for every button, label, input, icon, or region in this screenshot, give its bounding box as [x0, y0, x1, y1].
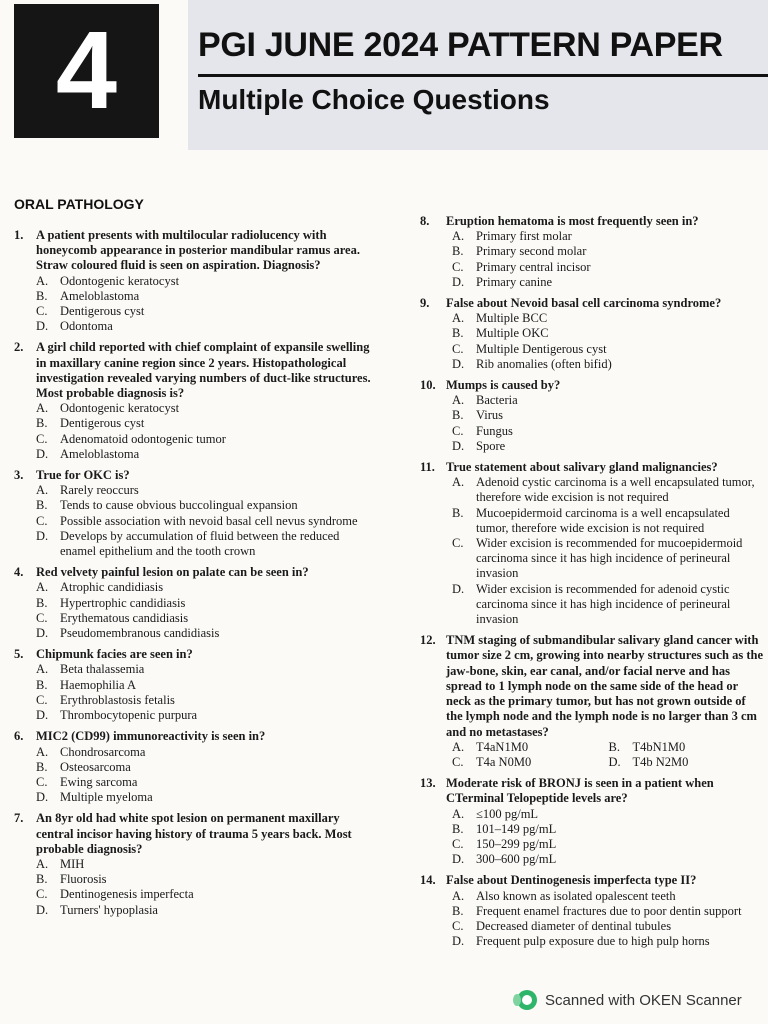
- question-item: [14, 468, 374, 559]
- option-letter: D.: [36, 902, 49, 917]
- option-item: [36, 514, 374, 529]
- option-item: [452, 582, 765, 628]
- option-letter: D.: [452, 274, 465, 289]
- option-letter: A.: [452, 311, 465, 326]
- option-text: Primary canine: [476, 274, 553, 289]
- option-letter: D.: [36, 319, 49, 334]
- option-item: [36, 611, 374, 626]
- option-text: Wider excision is recommended for adenoid cystic carcinoma since it has high incidence of perineural invasion: [476, 581, 731, 627]
- chapter-number: 4: [14, 4, 159, 138]
- options-list: [36, 857, 374, 918]
- option-text: Osteosarcoma: [60, 759, 131, 774]
- option-letter: B.: [36, 416, 48, 431]
- option-letter: B.: [452, 821, 464, 836]
- option-item: [36, 274, 374, 289]
- option-item: [36, 872, 374, 887]
- option-text: Multiple myeloma: [60, 790, 153, 805]
- option-letter: D.: [36, 626, 49, 641]
- question-number: 10.: [420, 378, 436, 393]
- option-letter: D.: [36, 446, 49, 461]
- option-letter: C.: [36, 610, 48, 625]
- question-item: [14, 647, 374, 723]
- question-text: A patient presents with multilocular radiolucency with honeycomb appearance in posterior mandibular ramus area. Straw coloured fluid is seen on aspiration. Diagnosis?: [36, 228, 360, 273]
- option-text: Develops by accumulation of fluid between the reduced enamel epithelium and the tooth crown: [60, 528, 340, 559]
- question-text: Red velvety painful lesion on palate can be seen in?: [36, 565, 309, 580]
- question-header: [14, 811, 374, 857]
- question-number: 12.: [420, 633, 436, 648]
- option-item: [36, 857, 374, 872]
- question-header: [420, 214, 765, 229]
- option-letter: B.: [36, 288, 48, 303]
- option-text: Erythroblastosis fetalis: [60, 692, 175, 707]
- option-letter: B.: [452, 903, 464, 918]
- option-text: Virus: [476, 408, 504, 423]
- option-text: Dentigerous cyst: [60, 304, 145, 319]
- question-number: 4.: [14, 565, 24, 580]
- option-letter: A.: [36, 273, 49, 288]
- question-header: [420, 460, 765, 475]
- question-text: Chipmunk facies are seen in?: [36, 647, 193, 662]
- option-letter: D.: [608, 754, 621, 769]
- question-number: 14.: [420, 873, 436, 888]
- question-header: [14, 228, 374, 274]
- option-item: [36, 498, 374, 513]
- option-letter: B.: [608, 739, 620, 754]
- option-item: [609, 755, 766, 770]
- option-text: Rarely reoccurs: [60, 483, 139, 498]
- question-item: [420, 296, 765, 372]
- option-letter: A.: [452, 393, 465, 408]
- question-header: [420, 873, 765, 888]
- option-text: Dentigerous cyst: [60, 416, 145, 431]
- question-text: False about Dentinogenesis imperfecta type II?: [446, 873, 697, 888]
- option-item: [452, 904, 765, 919]
- question-number: 8.: [420, 214, 430, 228]
- options-list: [452, 807, 765, 868]
- option-item: [36, 289, 374, 304]
- option-text: Turners' hypoplasia: [60, 902, 158, 917]
- options-list: [452, 740, 765, 770]
- options-list: [452, 889, 765, 950]
- option-letter: B.: [452, 326, 464, 341]
- question-number: 9.: [420, 296, 430, 311]
- option-item: [452, 822, 765, 837]
- option-item: [452, 475, 765, 505]
- option-letter: B.: [36, 759, 48, 774]
- question-text: Moderate risk of BRONJ is seen in a patient when CTerminal Telopeptide levels are?: [446, 776, 714, 806]
- question-number: 6.: [14, 729, 24, 744]
- option-letter: D.: [36, 790, 49, 805]
- option-text: ≤100 pg/mL: [476, 806, 539, 821]
- option-letter: A.: [36, 580, 49, 595]
- option-letter: C.: [452, 259, 464, 274]
- option-text: T4aN1M0: [476, 739, 529, 754]
- option-letter: B.: [452, 408, 464, 423]
- question-header: [420, 378, 765, 393]
- option-text: Decreased diameter of dentinal tubules: [476, 918, 672, 933]
- option-letter: C.: [452, 836, 464, 851]
- option-item: [452, 229, 765, 244]
- option-item: [36, 580, 374, 595]
- option-letter: A.: [36, 483, 49, 498]
- option-item: [36, 432, 374, 447]
- question-item: [420, 460, 765, 627]
- option-letter: C.: [452, 918, 464, 933]
- option-item: [452, 275, 765, 290]
- options-list: [36, 274, 374, 335]
- scanner-watermark: [517, 990, 742, 1010]
- option-letter: D.: [452, 934, 465, 949]
- option-letter: C.: [452, 536, 464, 551]
- option-letter: C.: [36, 692, 48, 707]
- section-title: ORAL PATHOLOGY: [14, 196, 144, 212]
- option-text: Odontoma: [60, 319, 113, 334]
- option-item: [36, 401, 374, 416]
- title-divider: [198, 74, 768, 77]
- options-list: [452, 311, 765, 372]
- scanner-logo-icon: [517, 990, 537, 1010]
- question-item: [420, 378, 765, 454]
- option-item: [609, 740, 766, 755]
- question-header: [420, 296, 765, 311]
- option-text: Ewing sarcoma: [60, 774, 138, 789]
- option-text: Frequent enamel fractures due to poor dentin support: [476, 903, 742, 918]
- question-item: [14, 729, 374, 805]
- question-item: [14, 340, 374, 462]
- option-letter: A.: [452, 806, 465, 821]
- option-letter: C.: [36, 774, 48, 789]
- option-letter: A.: [452, 475, 465, 490]
- option-text: Fungus: [476, 423, 513, 438]
- option-text: T4b N2M0: [632, 754, 689, 769]
- option-item: [36, 708, 374, 723]
- option-letter: C.: [36, 513, 48, 528]
- option-text: Possible association with nevoid basal cell nevus syndrome: [60, 513, 358, 528]
- questions-right-column: [420, 214, 765, 955]
- option-text: Primary second molar: [476, 244, 587, 259]
- question-text: An 8yr old had white spot lesion on permanent maxillary central incisor having history of trauma 5 years back. Most probable diagnosis?: [36, 811, 352, 856]
- question-item: [420, 873, 765, 949]
- option-item: [452, 408, 765, 423]
- option-item: [452, 342, 765, 357]
- option-text: Tends to cause obvious buccolingual expansion: [60, 498, 298, 513]
- option-item: [452, 506, 765, 536]
- option-text: Thrombocytopenic purpura: [60, 708, 198, 723]
- question-header: [14, 468, 374, 483]
- question-number: 7.: [14, 811, 24, 826]
- option-letter: A.: [452, 739, 465, 754]
- option-letter: D.: [36, 708, 49, 723]
- question-number: 3.: [14, 468, 24, 483]
- option-text: Primary central incisor: [476, 259, 591, 274]
- question-text: Mumps is caused by?: [446, 378, 561, 393]
- option-item: [452, 424, 765, 439]
- option-item: [36, 416, 374, 431]
- question-text: MIC2 (CD99) immunoreactivity is seen in?: [36, 729, 266, 744]
- option-text: Mucoepidermoid carcinoma is a well encapsulated tumor, therefore wide excision is not required: [476, 505, 730, 535]
- option-text: T4a N0M0: [476, 754, 532, 769]
- option-text: Also known as isolated opalescent teeth: [476, 888, 676, 903]
- option-text: Atrophic candidiasis: [60, 580, 164, 595]
- options-list: [452, 393, 765, 454]
- question-header: [14, 340, 374, 401]
- option-item: [452, 889, 765, 904]
- option-letter: D.: [36, 528, 49, 543]
- option-item: [452, 807, 765, 822]
- options-list: [36, 662, 374, 723]
- option-item: [36, 304, 374, 319]
- question-number: 13.: [420, 776, 436, 791]
- option-item: [36, 760, 374, 775]
- option-text: Multiple Dentigerous cyst: [476, 341, 607, 356]
- option-letter: D.: [452, 356, 465, 371]
- option-text: Ameloblastoma: [60, 288, 140, 303]
- options-list: [452, 475, 765, 627]
- option-item: [36, 775, 374, 790]
- option-letter: A.: [36, 401, 49, 416]
- question-item: [420, 776, 765, 867]
- option-letter: B.: [36, 872, 48, 887]
- options-list: [452, 229, 765, 290]
- question-text: A girl child reported with chief complaint of expansile swelling in maxillary canine region since 2 years. Histopathological investigation revealed varying numbers of duct-like structures. Most probable diagnosis is?: [36, 340, 371, 401]
- option-item: [36, 693, 374, 708]
- page-title: PGI JUNE 2024 PATTERN PAPER: [198, 26, 723, 64]
- option-item: [452, 919, 765, 934]
- question-text: Eruption hematoma is most frequently seen in?: [446, 214, 699, 228]
- option-letter: B.: [36, 677, 48, 692]
- options-list: [36, 580, 374, 641]
- question-header: [420, 633, 765, 739]
- option-letter: D.: [452, 581, 465, 596]
- option-item: [36, 745, 374, 760]
- question-item: [420, 214, 765, 290]
- option-letter: C.: [452, 754, 464, 769]
- option-item: [452, 326, 765, 341]
- option-letter: B.: [36, 595, 48, 610]
- option-letter: C.: [36, 304, 48, 319]
- option-text: Rib anomalies (often bifid): [476, 356, 612, 371]
- option-letter: A.: [36, 662, 49, 677]
- option-text: Ameloblastoma: [60, 446, 140, 461]
- question-item: [14, 228, 374, 334]
- option-text: 101–149 pg/mL: [476, 821, 557, 836]
- option-item: [452, 536, 765, 582]
- options-list: [36, 483, 374, 559]
- option-text: Chondrosarcoma: [60, 744, 146, 759]
- option-text: Adenoid cystic carcinoma is a well encapsulated tumor, therefore wide excision is not required: [476, 475, 755, 505]
- question-header: [14, 565, 374, 580]
- option-text: Frequent pulp exposure due to high pulp horns: [476, 934, 710, 949]
- option-letter: C.: [36, 887, 48, 902]
- option-item: [452, 439, 765, 454]
- questions-left-column: [14, 228, 374, 924]
- option-text: T4bN1M0: [632, 739, 686, 754]
- option-item: [452, 837, 765, 852]
- option-item: [452, 244, 765, 259]
- option-item: [36, 790, 374, 805]
- option-item: [36, 662, 374, 677]
- question-number: 5.: [14, 647, 24, 662]
- option-text: Adenomatoid odontogenic tumor: [60, 431, 226, 446]
- option-text: 150–299 pg/mL: [476, 836, 557, 851]
- question-number: 1.: [14, 228, 24, 242]
- option-text: Dentinogenesis imperfecta: [60, 887, 194, 902]
- scanner-text: Scanned with OKEN Scanner: [545, 991, 742, 1009]
- option-item: [452, 357, 765, 372]
- option-letter: C.: [452, 341, 464, 356]
- question-number: 2.: [14, 340, 24, 355]
- option-item: [452, 393, 765, 408]
- option-item: [36, 447, 374, 462]
- page-subtitle: Multiple Choice Questions: [198, 84, 550, 115]
- question-item: [14, 565, 374, 641]
- option-letter: C.: [452, 423, 464, 438]
- option-text: MIH: [60, 856, 85, 871]
- option-text: Multiple BCC: [476, 311, 548, 326]
- option-item: [452, 852, 765, 867]
- question-header: [420, 776, 765, 806]
- option-letter: B.: [452, 505, 464, 520]
- option-letter: B.: [36, 498, 48, 513]
- question-header: [14, 729, 374, 744]
- option-item: [452, 740, 609, 755]
- question-item: [420, 633, 765, 770]
- option-text: Hypertrophic candidiasis: [60, 595, 186, 610]
- options-list: [36, 401, 374, 462]
- option-item: [36, 529, 374, 559]
- option-text: Multiple OKC: [476, 326, 549, 341]
- option-item: [36, 887, 374, 902]
- question-text: TNM staging of submandibular salivary gland cancer with tumor size 2 cm, growing into nearby structures such as the jaw-bone, skin, ear canal, and/or facial nerve and has spread to 1 lymph node on the same side of the head or neck as the primary tumor, but has not grown outside of the lymph node and the lymph node is no larger than 3 cm and no metastases?: [446, 633, 763, 739]
- question-text: True statement about salivary gland malignancies?: [446, 460, 718, 475]
- option-item: [36, 319, 374, 334]
- question-number: 11.: [420, 460, 435, 475]
- option-text: 300–600 pg/mL: [476, 852, 557, 867]
- option-text: Erythematous candidiasis: [60, 610, 189, 625]
- option-item: [36, 903, 374, 918]
- question-text: False about Nevoid basal cell carcinoma syndrome?: [446, 296, 722, 311]
- option-item: [36, 596, 374, 611]
- option-item: [452, 755, 609, 770]
- option-item: [452, 934, 765, 949]
- option-item: [36, 483, 374, 498]
- option-letter: B.: [452, 244, 464, 259]
- option-letter: A.: [36, 744, 49, 759]
- option-item: [452, 311, 765, 326]
- option-text: Beta thalassemia: [60, 662, 145, 677]
- option-text: Bacteria: [476, 393, 518, 408]
- option-letter: D.: [452, 438, 465, 453]
- option-text: Fluorosis: [60, 872, 107, 887]
- option-text: Odontogenic keratocyst: [60, 273, 180, 288]
- question-header: [14, 647, 374, 662]
- option-item: [36, 678, 374, 693]
- options-list: [36, 745, 374, 806]
- option-text: Pseudomembranous candidiasis: [60, 626, 220, 641]
- option-letter: A.: [452, 888, 465, 903]
- option-text: Haemophilia A: [60, 677, 137, 692]
- option-letter: A.: [36, 856, 49, 871]
- option-item: [36, 626, 374, 641]
- option-text: Wider excision is recommended for mucoepidermoid carcinoma since it has high incidence of perineural invasion: [476, 536, 743, 581]
- question-text: True for OKC is?: [36, 468, 130, 483]
- option-text: Primary first molar: [476, 229, 572, 244]
- option-letter: A.: [452, 229, 465, 244]
- option-item: [452, 260, 765, 275]
- option-text: Odontogenic keratocyst: [60, 401, 180, 416]
- option-letter: D.: [452, 852, 465, 867]
- option-letter: C.: [36, 431, 48, 446]
- option-text: Spore: [476, 438, 506, 453]
- question-item: [14, 811, 374, 917]
